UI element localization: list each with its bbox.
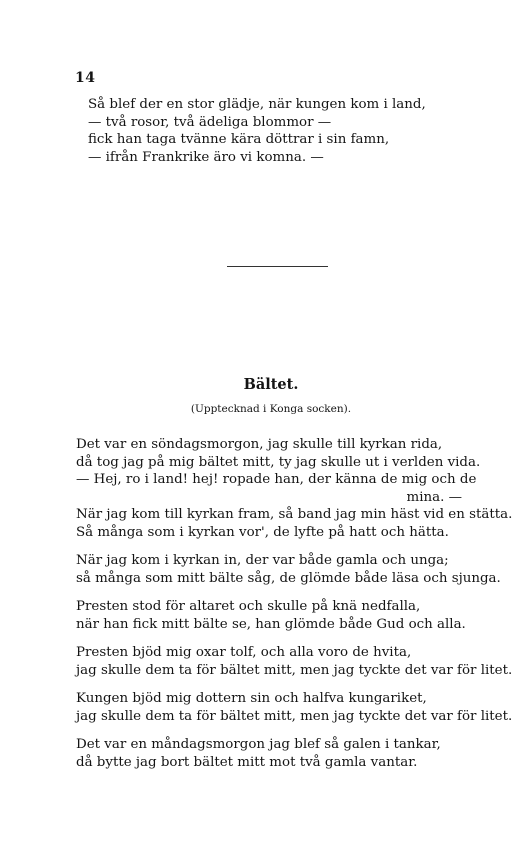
verse-line: Kungen bjöd mig dottern sin och halfva kungariket,: [76, 691, 427, 706]
stanza: [76, 598, 488, 633]
section-divider: [227, 266, 328, 267]
verse-line: då bytte jag bort bältet mitt mot två gamla vantar.: [76, 754, 418, 770]
verse-line: Det var en söndagsmorgon, jag skulle till kyrkan rida,: [76, 437, 443, 452]
poem-title: Bältet.: [243, 376, 299, 393]
stanza: [76, 690, 513, 725]
stanza: [76, 552, 501, 587]
stanza: [76, 736, 488, 771]
verse-line: jag skulle dem ta för bältet mitt, men jag tyckte det var för litet.: [76, 708, 513, 724]
poem-body: [76, 436, 513, 782]
verse-line: Det var en måndagsmorgon jag blef så galen i tankar,: [76, 737, 441, 752]
verse-line: när han fick mitt bälte se, han glömde både Gud och alla.: [76, 616, 466, 632]
verse-line: så många som mitt bälte såg, de glömde både läsa och sjunga.: [76, 570, 501, 586]
previous-poem-ending: [88, 96, 488, 166]
verse-line: — Hej, ro i land! hej! ropade han, der känna de mig och de: [76, 472, 477, 487]
verse-line-continuation: mina. —: [406, 489, 462, 505]
stanza: [76, 644, 513, 679]
page-number: 14: [75, 70, 96, 86]
verse-line: Så blef der en stor glädje, när kungen kom i land,: [88, 97, 426, 112]
verse-line: — två rosor, två ädeliga blommor —: [88, 114, 332, 130]
verse-line: fick han taga tvänne kära döttrar i sin famn,: [88, 132, 390, 147]
verse-line: Presten stod för altaret och skulle på knä nedfalla,: [76, 599, 421, 614]
verse-line: När jag kom i kyrkan in, der var både gamla och unga;: [76, 553, 449, 568]
verse-line: — ifrån Frankrike äro vi komna. —: [88, 149, 324, 165]
verse-line: då tog jag på mig bältet mitt, ty jag skulle ut i verlden vida.: [76, 454, 481, 470]
verse-line: jag skulle dem ta för bältet mitt, men jag tyckte det var för litet.: [76, 662, 513, 678]
stanza: [76, 436, 513, 541]
poem-subtitle: (Upptecknad i Konga socken).: [190, 403, 352, 415]
verse-line: När jag kom till kyrkan fram, så band jag min häst vid en stätta.: [76, 507, 513, 522]
verse-line: Presten bjöd mig oxar tolf, och alla voro de hvita,: [76, 645, 412, 660]
verse-line: Så många som i kyrkan vor', de lyfte på hatt och hätta.: [76, 524, 449, 540]
